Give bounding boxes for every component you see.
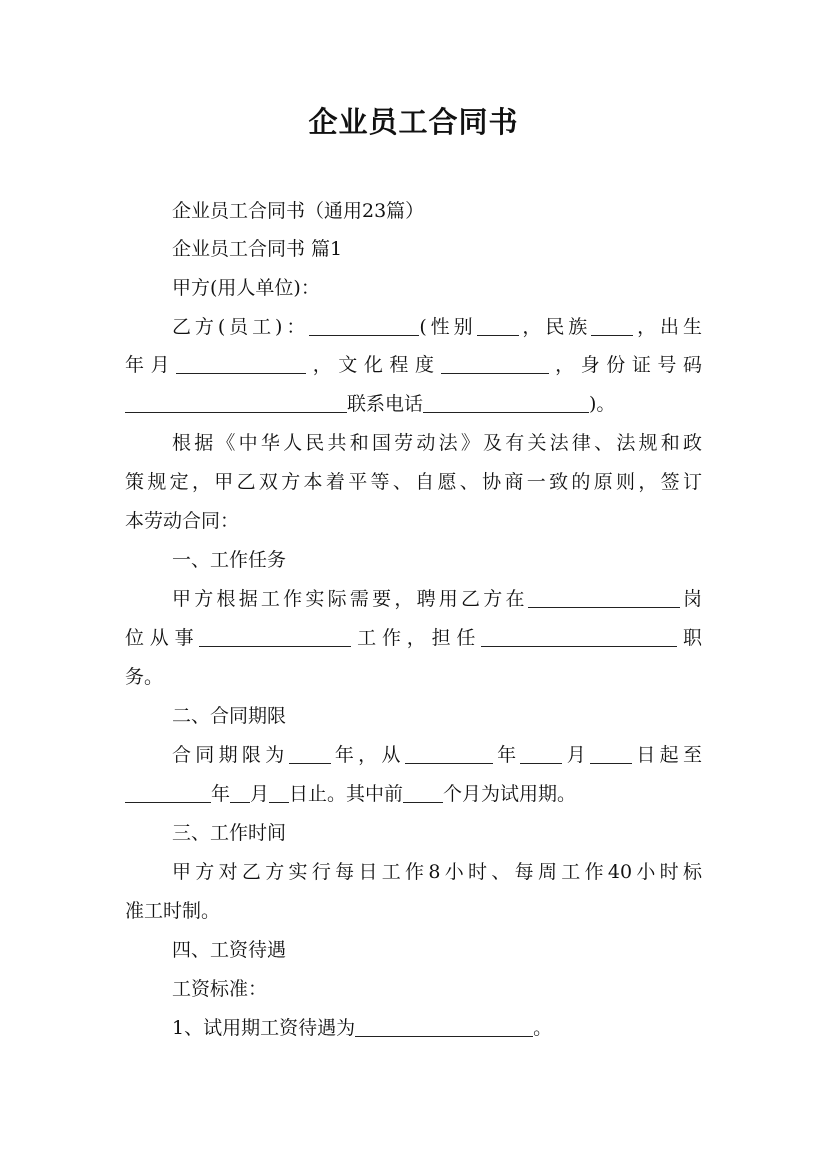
party-b-line-1: 乙方(员工)： (性别 ，民族 ，出生: [172, 308, 702, 346]
heading-salary: 四、工资待遇: [172, 939, 287, 961]
working-hours-line-1: 甲方对乙方实行每日工作8小时、每周工作40小时标: [172, 861, 702, 883]
term-years-blank: [289, 739, 331, 764]
ethnicity-blank: [591, 311, 633, 336]
probation-salary-blank: [355, 1012, 533, 1037]
work-tasks-line-2: 位从事 工作，担任 职: [125, 619, 702, 657]
working-hours-line-2: 准工时制。: [125, 900, 221, 922]
subtitle-line: 企业员工合同书（通用23篇）: [172, 200, 425, 222]
end-year-blank: [125, 778, 211, 803]
start-day-blank: [590, 739, 632, 764]
start-year-blank: [405, 739, 493, 764]
document-title: 企业员工合同书: [308, 105, 519, 139]
heading-work-tasks: 一、工作任务: [172, 549, 287, 571]
work-tasks-line-1: 甲方根据工作实际需要，聘用乙方在 岗: [172, 580, 702, 618]
name-blank: [309, 311, 419, 336]
probation-salary-line: 1、试用期工资待遇为 。: [172, 1009, 702, 1047]
start-month-blank: [520, 739, 562, 764]
probation-blank: [403, 778, 443, 803]
education-blank: [441, 349, 549, 374]
contract-term-line-1: 合同期限为 年，从 年 月 日起至: [172, 736, 702, 774]
work-blank: [199, 622, 351, 647]
birthdate-blank: [176, 349, 306, 374]
post-blank: [528, 583, 680, 608]
party-b-line-2: 年月 ，文化程度 ，身份证号码: [125, 346, 702, 384]
end-month-blank: [230, 778, 250, 803]
salary-standard-label: 工资标准：: [172, 978, 268, 1000]
work-tasks-line-3: 务。: [125, 666, 164, 688]
end-day-blank: [269, 778, 289, 803]
party-b-line-3: 联系电话 )。: [125, 385, 702, 423]
basis-line-1: 根据《中华人民共和国劳动法》及有关法律、法规和政: [172, 432, 702, 454]
heading-working-hours: 三、工作时间: [172, 822, 287, 844]
id-number-blank: [125, 388, 347, 413]
position-blank: [481, 622, 677, 647]
party-a-line: 甲方(用人单位)：: [172, 277, 320, 299]
basis-line-2: 策规定，甲乙双方本着平等、自愿、协商一致的原则，签订: [125, 471, 702, 493]
heading-contract-term: 二、合同期限: [172, 705, 287, 727]
gender-blank: [477, 311, 519, 336]
contract-term-line-2: 年 月 日止。其中前 个月为试用期。: [125, 775, 702, 813]
basis-line-3: 本劳动合同：: [125, 510, 240, 532]
section-label: 企业员工合同书 篇1: [172, 238, 343, 260]
phone-blank: [423, 388, 589, 413]
